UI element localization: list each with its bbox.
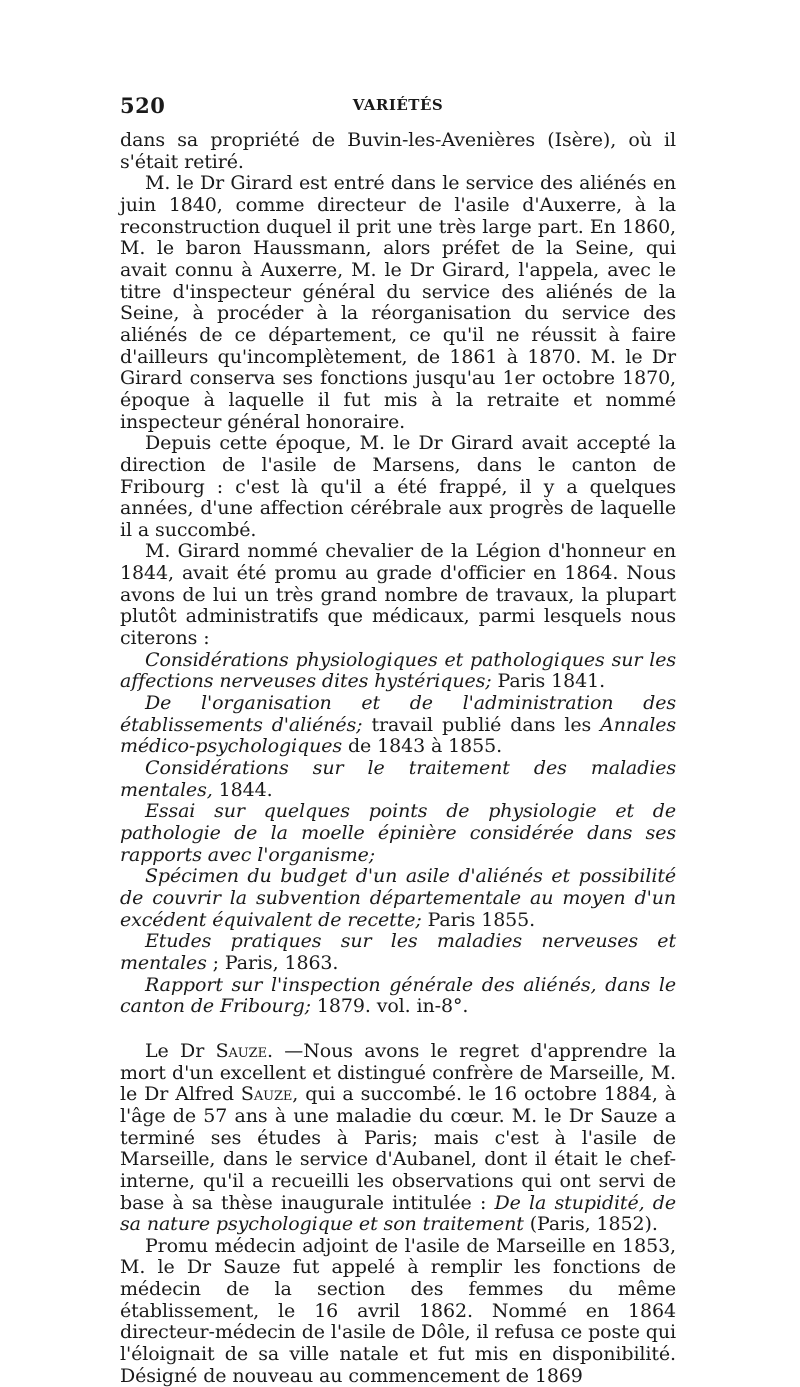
- reference-item: [120, 693, 676, 758]
- reference-detail: Paris 1841.: [491, 670, 606, 693]
- reference-detail: 1844.: [212, 778, 273, 801]
- obituary-name: Sauze,: [240, 1083, 299, 1106]
- paragraph-continuation: dans sa propriété de Buvin-les-Avenières (Isère), où il s'était retiré.: [120, 129, 676, 173]
- reference-detail: travail publié dans les: [362, 713, 601, 736]
- reference-title: Considérations physiologiques et pathologiques sur les affections nerveuses dites hystériques;: [120, 648, 676, 693]
- reference-item: [120, 758, 676, 801]
- reference-detail: Paris 1855.: [421, 908, 536, 931]
- obituary-text: (Paris, 1852).: [523, 1213, 658, 1236]
- reference-item: [120, 866, 676, 931]
- running-title: VARIÉTÉS: [352, 96, 444, 114]
- reference-item: [120, 975, 676, 1018]
- reference-item: [120, 801, 676, 866]
- obituary-name: Sauze.: [215, 1039, 273, 1062]
- page-number: 520: [120, 93, 166, 118]
- paragraph-marsens: Depuis cette époque, M. le Dr Girard avait accepté la direction de l'asile de Marsens, dans le canton de Fribourg : c'est là qu'il a été frappé, il y a quelques années, d'une affection cérébrale aux progrès de laquelle il a succombé.: [120, 432, 676, 541]
- paragraph-girard-career: M. le Dr Girard est entré dans le service des aliénés en juin 1840, comme directeur de l'asile d'Auxerre, à la reconstruction duquel il prit une très large part. En 1860, M. le baron Haussmann, alors préfet de la Seine, qui avait connu à Auxerre, M. le Dr Girard, l'appela, avec le titre d'inspecteur général du service des aliénés de la Seine, à procéder à la réorganisation du service des aliénés de ce département, ce qu'il ne réussit à faire d'ailleurs qu'incomplètement, de 1861 à 1870. M. le Dr Girard conserva ses fonctions jusqu'au 1er octobre 1870, époque à laquelle il fut mis à la retraite et nommé inspecteur général honoraire.: [120, 172, 676, 433]
- reference-detail: ; Paris, 1863.: [206, 951, 339, 974]
- journal-title: Annales médico-psychologiques: [120, 713, 676, 758]
- paragraph-honours: M. Girard nommé chevalier de la Légion d'honneur en 1844, avait été promu au grade d'officier en 1864. Nous avons de lui un très grand nombre de travaux, la plupart plutôt administratifs que médicaux, parmi lesquels nous citerons :: [120, 540, 676, 650]
- reference-title: Rapport sur l'inspection générale des aliénés, dans le canton de Fribourg;: [120, 973, 676, 1018]
- reference-item: [120, 931, 676, 974]
- page-header: [120, 93, 676, 117]
- reference-detail: 1879. vol. in-8°.: [310, 995, 469, 1018]
- body-text: [120, 130, 676, 1387]
- paragraph-sauze-career: Promu médecin adjoint de l'asile de Marseille en 1853, M. le Dr Sauze fut appelé à remplir les fonctions de médecin de la section des femmes du même établissement, le 16 avril 1862. Nommé en 1864 directeur-médecin de l'asile de Dôle, il refusa ce poste qui l'éloignait de sa ville natale et fut mis en disponibilité. Désigné de nouveau au commencement de 1869: [120, 1234, 676, 1387]
- paragraph-sauze-obituary: [120, 1041, 676, 1236]
- obituary-text: qui a succombé. le 16 octobre 1884, à l'âge de 57 ans à une maladie du cœur. M. le Dr Sauze a terminé ses études à Paris; mais c'est à l'asile de Marseille, dans le service d'Aubanel, dont il était le chef-interne, qu'il a recueilli les observations qui ont servi de base à sa thèse inaugurale intitulée :: [120, 1083, 676, 1214]
- obituary-text: —Nous avons le regret d'apprendre la mort d'un excellent et distingué confrère de Marseille, M. le Dr Alfred: [120, 1039, 676, 1106]
- reference-title: Essai sur quelques points de physiologie et de pathologie de la moelle épinière considérée dans ses rapports avec l'organisme;: [120, 800, 676, 866]
- reference-title: De l'organisation et de l'administration des établissements d'aliénés;: [120, 692, 676, 736]
- reference-title: Spécimen du budget d'un asile d'aliénés et possibilité de couvrir la subvention départementale au moyen d'un excédent équivalent de recette;: [120, 865, 676, 931]
- reference-detail: de 1843 à 1855.: [342, 735, 503, 758]
- thesis-title: De la stupidité, de sa nature psychologique et son traitement: [120, 1191, 677, 1236]
- reference-title: Considérations sur le traitement des maladies mentales,: [120, 757, 676, 801]
- obituary-lead: Le Dr: [145, 1039, 216, 1062]
- reference-title: Etudes pratiques sur les maladies nerveuses et mentales: [120, 930, 676, 974]
- reference-item: [120, 650, 676, 693]
